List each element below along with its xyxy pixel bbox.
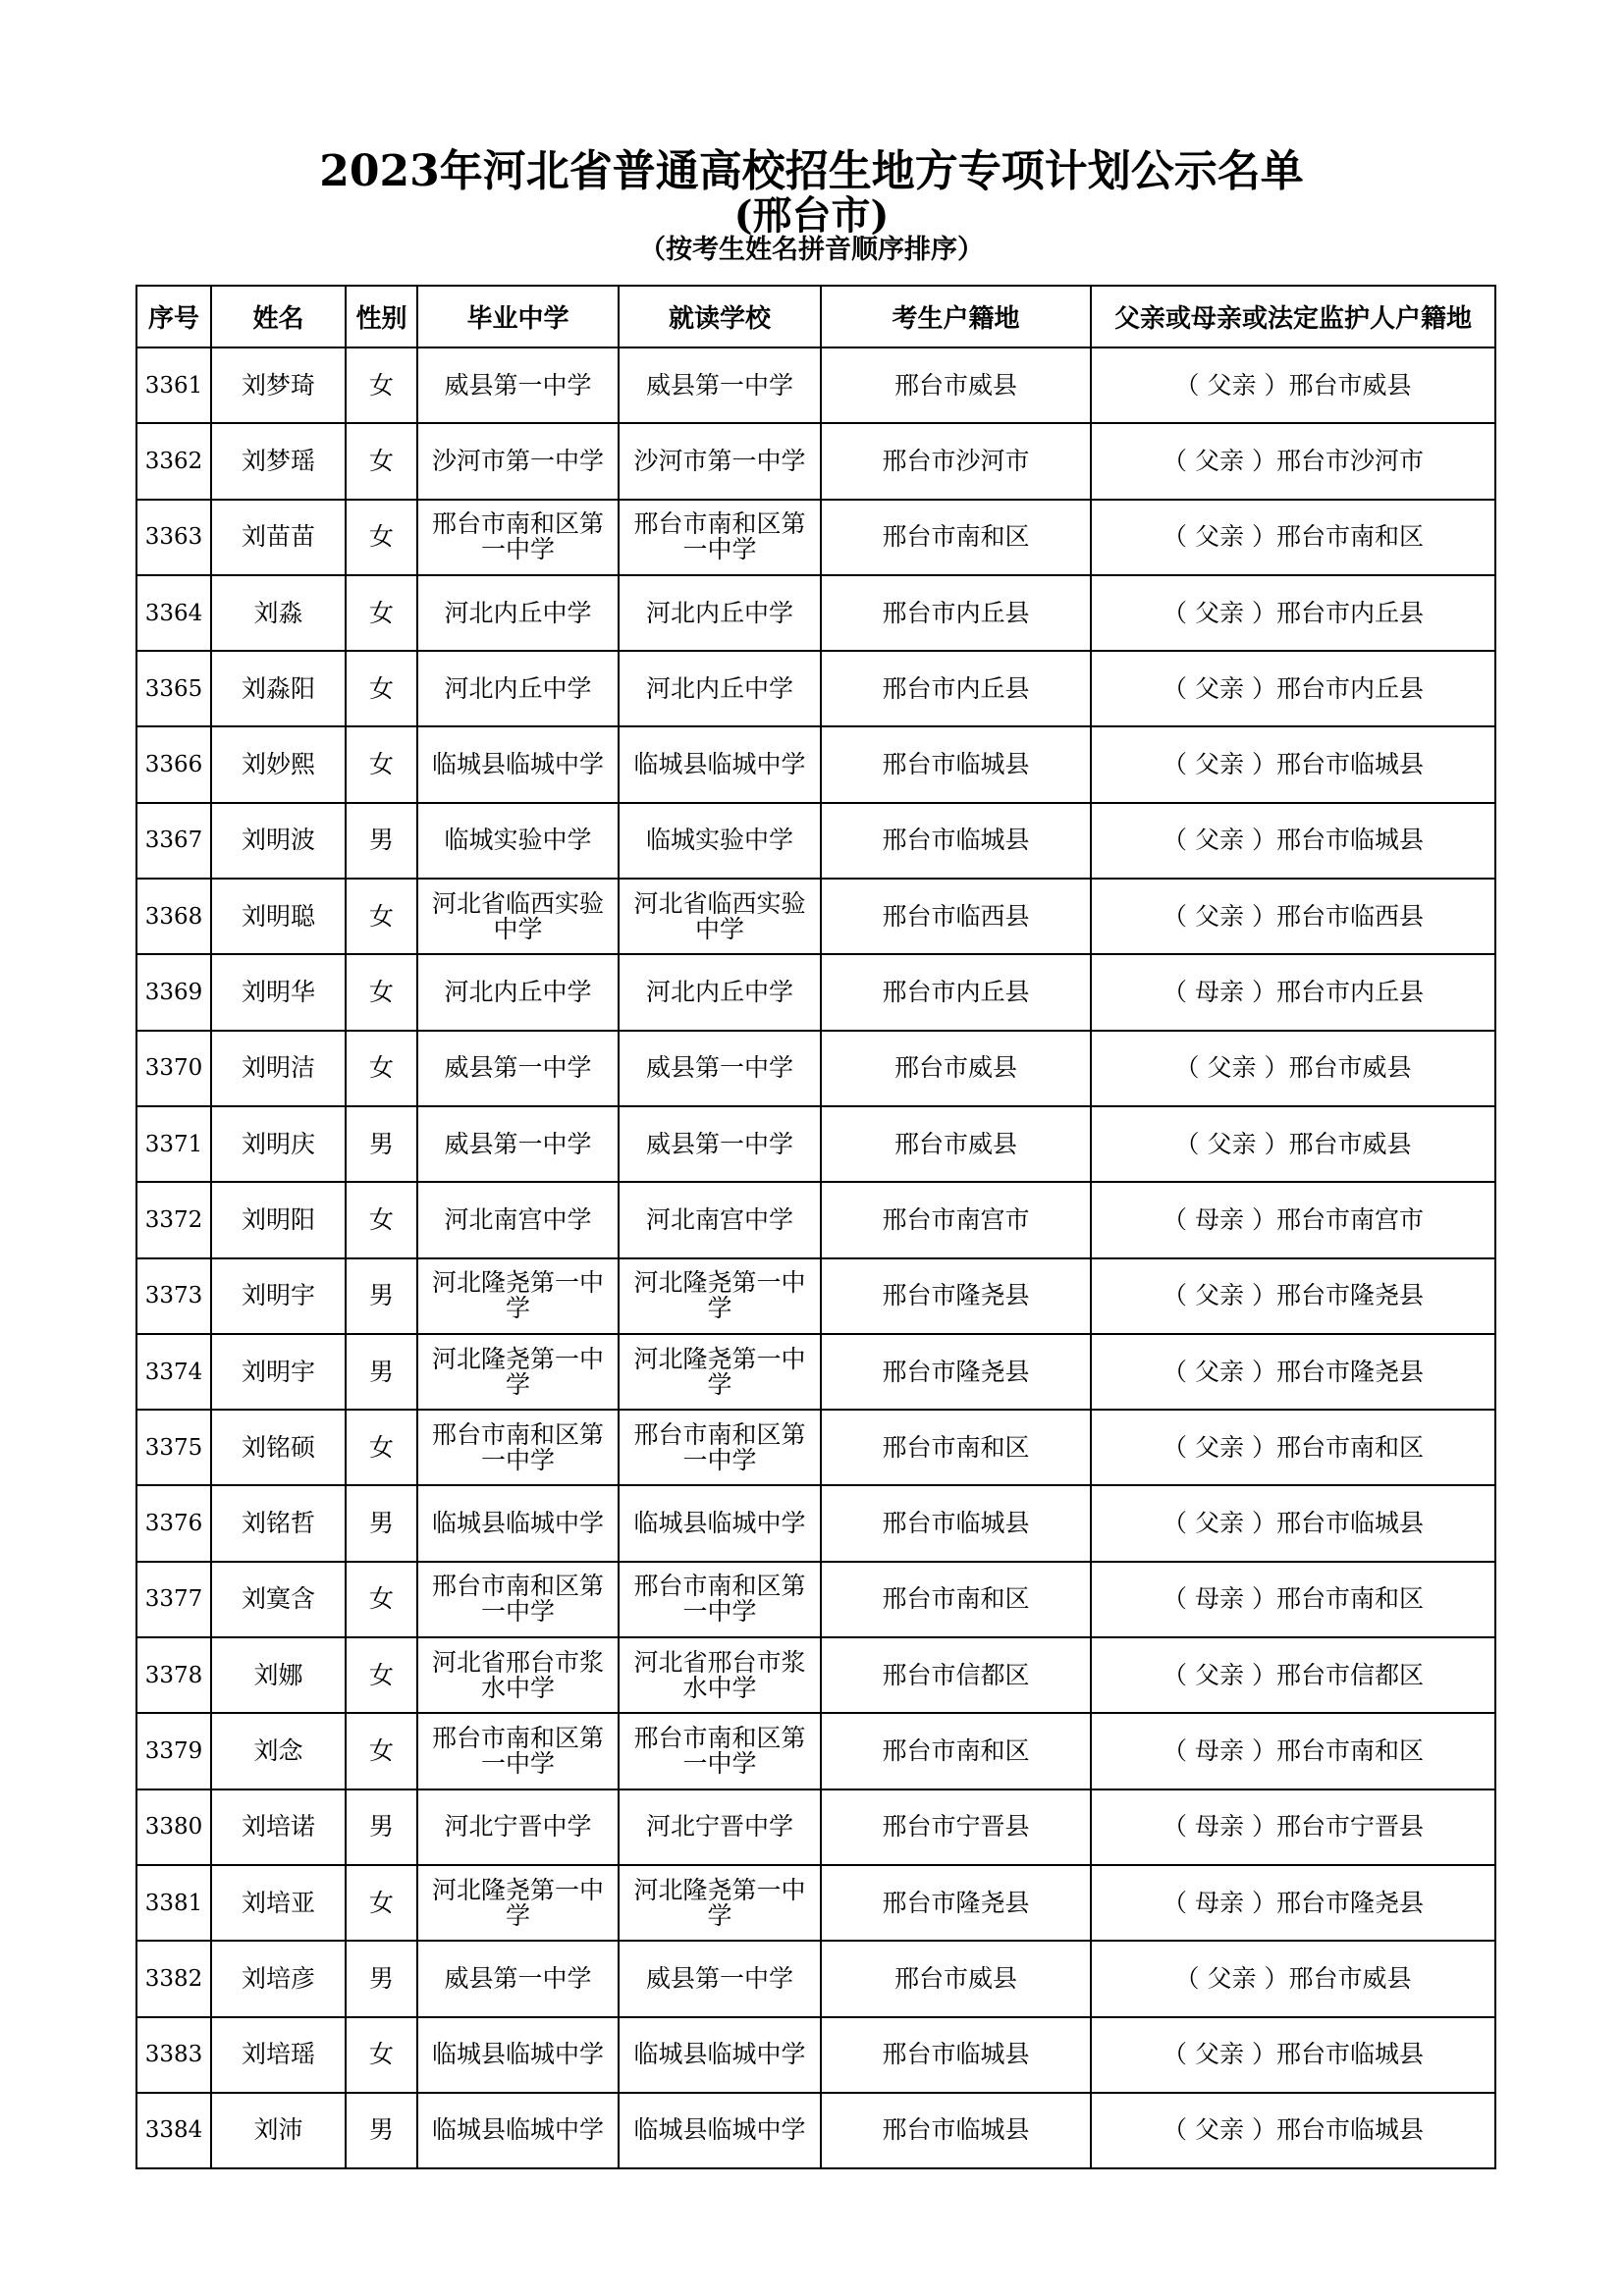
table-row xyxy=(136,803,1495,879)
guardian-household-cell: （ 父亲 ）邢台市临城县 xyxy=(1091,1485,1495,1561)
page-subtitle: (邢台市) xyxy=(733,192,890,239)
household-cell: 邢台市临西县 xyxy=(821,879,1091,954)
table-row xyxy=(136,2093,1495,2168)
household-cell: 邢台市宁晋县 xyxy=(821,1789,1091,1865)
guardian-household-cell: （ 父亲 ）邢台市临西县 xyxy=(1091,879,1495,954)
column-header: 就读学校 xyxy=(619,286,821,347)
guardian-household-cell: （ 父亲 ）邢台市临城县 xyxy=(1091,803,1495,879)
gender-cell: 女 xyxy=(346,879,417,954)
gender-cell: 女 xyxy=(346,423,417,499)
household-cell: 邢台市威县 xyxy=(821,1106,1091,1182)
guardian-household-cell: （ 母亲 ）邢台市内丘县 xyxy=(1091,954,1495,1030)
current-school-cell: 河北省临西实验中学 xyxy=(619,879,821,954)
gender-cell: 女 xyxy=(346,575,417,651)
name-cell: 刘梦琦 xyxy=(211,347,346,423)
guardian-household-cell: （ 父亲 ）邢台市沙河市 xyxy=(1091,423,1495,499)
gender-cell: 男 xyxy=(346,1258,417,1334)
graduated-school-cell: 河北南宫中学 xyxy=(417,1182,619,1257)
serial-cell: 3384 xyxy=(136,2093,211,2168)
current-school-cell: 邢台市南和区第一中学 xyxy=(619,1410,821,1485)
household-cell: 邢台市内丘县 xyxy=(821,575,1091,651)
name-cell: 刘铭硕 xyxy=(211,1410,346,1485)
guardian-household-cell: （ 母亲 ）邢台市隆尧县 xyxy=(1091,1865,1495,1941)
serial-cell: 3368 xyxy=(136,879,211,954)
household-cell: 邢台市内丘县 xyxy=(821,651,1091,726)
table-row xyxy=(136,423,1495,499)
graduated-school-cell: 河北隆尧第一中学 xyxy=(417,1334,619,1410)
guardian-household-cell: （ 父亲 ）邢台市南和区 xyxy=(1091,500,1495,575)
graduated-school-cell: 河北隆尧第一中学 xyxy=(417,1258,619,1334)
serial-cell: 3362 xyxy=(136,423,211,499)
household-cell: 邢台市南宫市 xyxy=(821,1182,1091,1257)
current-school-cell: 威县第一中学 xyxy=(619,347,821,423)
name-cell: 刘培诺 xyxy=(211,1789,346,1865)
current-school-cell: 威县第一中学 xyxy=(619,1031,821,1106)
household-cell: 邢台市威县 xyxy=(821,1031,1091,1106)
name-cell: 刘明阳 xyxy=(211,1182,346,1257)
gender-cell: 女 xyxy=(346,1713,417,1789)
serial-cell: 3379 xyxy=(136,1713,211,1789)
serial-cell: 3371 xyxy=(136,1106,211,1182)
household-cell: 邢台市隆尧县 xyxy=(821,1334,1091,1410)
current-school-cell: 河北省邢台市浆水中学 xyxy=(619,1637,821,1713)
table-row xyxy=(136,1789,1495,1865)
serial-cell: 3375 xyxy=(136,1410,211,1485)
household-cell: 邢台市南和区 xyxy=(821,1410,1091,1485)
household-cell: 邢台市临城县 xyxy=(821,1485,1091,1561)
serial-cell: 3373 xyxy=(136,1258,211,1334)
serial-cell: 3376 xyxy=(136,1485,211,1561)
current-school-cell: 邢台市南和区第一中学 xyxy=(619,1562,821,1637)
name-cell: 刘苗苗 xyxy=(211,500,346,575)
current-school-cell: 临城实验中学 xyxy=(619,803,821,879)
name-cell: 刘明聪 xyxy=(211,879,346,954)
serial-cell: 3381 xyxy=(136,1865,211,1941)
current-school-cell: 河北内丘中学 xyxy=(619,954,821,1030)
graduated-school-cell: 邢台市南和区第一中学 xyxy=(417,500,619,575)
serial-cell: 3369 xyxy=(136,954,211,1030)
serial-cell: 3382 xyxy=(136,1941,211,2016)
graduated-school-cell: 河北省临西实验中学 xyxy=(417,879,619,954)
current-school-cell: 邢台市南和区第一中学 xyxy=(619,1713,821,1789)
table-row xyxy=(136,651,1495,726)
serial-cell: 3380 xyxy=(136,1789,211,1865)
name-cell: 刘淼 xyxy=(211,575,346,651)
serial-cell: 3372 xyxy=(136,1182,211,1257)
graduated-school-cell: 临城实验中学 xyxy=(417,803,619,879)
serial-cell: 3378 xyxy=(136,1637,211,1713)
serial-cell: 3370 xyxy=(136,1031,211,1106)
serial-cell: 3361 xyxy=(136,347,211,423)
guardian-household-cell: （ 母亲 ）邢台市南宫市 xyxy=(1091,1182,1495,1257)
table-row xyxy=(136,1865,1495,1941)
current-school-cell: 河北内丘中学 xyxy=(619,651,821,726)
gender-cell: 女 xyxy=(346,651,417,726)
graduated-school-cell: 邢台市南和区第一中学 xyxy=(417,1713,619,1789)
gender-cell: 女 xyxy=(346,1182,417,1257)
serial-cell: 3367 xyxy=(136,803,211,879)
guardian-household-cell: （ 父亲 ）邢台市威县 xyxy=(1091,1106,1495,1182)
table-row xyxy=(136,1334,1495,1410)
current-school-cell: 河北内丘中学 xyxy=(619,575,821,651)
serial-cell: 3383 xyxy=(136,2017,211,2093)
table-row xyxy=(136,879,1495,954)
serial-cell: 3364 xyxy=(136,575,211,651)
household-cell: 邢台市信都区 xyxy=(821,1637,1091,1713)
graduated-school-cell: 河北内丘中学 xyxy=(417,575,619,651)
graduated-school-cell: 河北省邢台市浆水中学 xyxy=(417,1637,619,1713)
sort-note: （按考生姓名拼音顺序排序） xyxy=(639,235,984,265)
name-cell: 刘妙熙 xyxy=(211,726,346,802)
graduated-school-cell: 邢台市南和区第一中学 xyxy=(417,1410,619,1485)
gender-cell: 女 xyxy=(346,347,417,423)
name-cell: 刘铭哲 xyxy=(211,1485,346,1561)
current-school-cell: 河北隆尧第一中学 xyxy=(619,1334,821,1410)
name-cell: 刘明宇 xyxy=(211,1334,346,1410)
current-school-cell: 河北宁晋中学 xyxy=(619,1789,821,1865)
guardian-household-cell: （ 父亲 ）邢台市威县 xyxy=(1091,1941,1495,2016)
guardian-household-cell: （ 父亲 ）邢台市内丘县 xyxy=(1091,651,1495,726)
column-header: 毕业中学 xyxy=(417,286,619,347)
name-cell: 刘明洁 xyxy=(211,1031,346,1106)
column-header: 性别 xyxy=(346,286,417,347)
guardian-household-cell: （ 父亲 ）邢台市南和区 xyxy=(1091,1410,1495,1485)
current-school-cell: 威县第一中学 xyxy=(619,1106,821,1182)
name-cell: 刘明波 xyxy=(211,803,346,879)
serial-cell: 3365 xyxy=(136,651,211,726)
table-row xyxy=(136,1258,1495,1334)
gender-cell: 女 xyxy=(346,954,417,1030)
table-row xyxy=(136,2017,1495,2093)
graduated-school-cell: 河北宁晋中学 xyxy=(417,1789,619,1865)
household-cell: 邢台市临城县 xyxy=(821,2017,1091,2093)
household-cell: 邢台市沙河市 xyxy=(821,423,1091,499)
current-school-cell: 河北南宫中学 xyxy=(619,1182,821,1257)
gender-cell: 女 xyxy=(346,2017,417,2093)
gender-cell: 男 xyxy=(346,1106,417,1182)
gender-cell: 男 xyxy=(346,803,417,879)
graduated-school-cell: 威县第一中学 xyxy=(417,1106,619,1182)
name-cell: 刘娜 xyxy=(211,1637,346,1713)
table-row xyxy=(136,1485,1495,1561)
current-school-cell: 河北隆尧第一中学 xyxy=(619,1865,821,1941)
name-cell: 刘明华 xyxy=(211,954,346,1030)
name-cell: 刘培瑶 xyxy=(211,2017,346,2093)
household-cell: 邢台市南和区 xyxy=(821,1713,1091,1789)
name-cell: 刘培亚 xyxy=(211,1865,346,1941)
graduated-school-cell: 邢台市南和区第一中学 xyxy=(417,1562,619,1637)
household-cell: 邢台市威县 xyxy=(821,347,1091,423)
table-row xyxy=(136,1562,1495,1637)
graduated-school-cell: 威县第一中学 xyxy=(417,347,619,423)
name-cell: 刘梦瑶 xyxy=(211,423,346,499)
gender-cell: 女 xyxy=(346,1031,417,1106)
page-title: 2023年河北省普通高校招生地方专项计划公示名单 xyxy=(319,146,1304,196)
current-school-cell: 邢台市南和区第一中学 xyxy=(619,500,821,575)
household-cell: 邢台市隆尧县 xyxy=(821,1865,1091,1941)
name-cell: 刘沛 xyxy=(211,2093,346,2168)
current-school-cell: 临城县临城中学 xyxy=(619,726,821,802)
column-header: 考生户籍地 xyxy=(821,286,1091,347)
household-cell: 邢台市威县 xyxy=(821,1941,1091,2016)
gender-cell: 男 xyxy=(346,1334,417,1410)
household-cell: 邢台市临城县 xyxy=(821,803,1091,879)
name-cell: 刘培彦 xyxy=(211,1941,346,2016)
serial-cell: 3377 xyxy=(136,1562,211,1637)
current-school-cell: 临城县临城中学 xyxy=(619,2017,821,2093)
table-row xyxy=(136,726,1495,802)
graduated-school-cell: 临城县临城中学 xyxy=(417,2017,619,2093)
household-cell: 邢台市内丘县 xyxy=(821,954,1091,1030)
guardian-household-cell: （ 父亲 ）邢台市临城县 xyxy=(1091,726,1495,802)
gender-cell: 男 xyxy=(346,2093,417,2168)
gender-cell: 女 xyxy=(346,726,417,802)
gender-cell: 女 xyxy=(346,1637,417,1713)
gender-cell: 女 xyxy=(346,1865,417,1941)
graduated-school-cell: 威县第一中学 xyxy=(417,1941,619,2016)
column-header: 姓名 xyxy=(211,286,346,347)
graduated-school-cell: 临城县临城中学 xyxy=(417,2093,619,2168)
gender-cell: 女 xyxy=(346,500,417,575)
column-header: 父亲或母亲或法定监护人户籍地 xyxy=(1091,286,1495,347)
table-row xyxy=(136,1941,1495,2016)
guardian-household-cell: （ 父亲 ）邢台市临城县 xyxy=(1091,2017,1495,2093)
name-cell: 刘寞含 xyxy=(211,1562,346,1637)
gender-cell: 男 xyxy=(346,1789,417,1865)
guardian-household-cell: （ 父亲 ）邢台市隆尧县 xyxy=(1091,1258,1495,1334)
table-body xyxy=(136,347,1495,2168)
graduated-school-cell: 河北隆尧第一中学 xyxy=(417,1865,619,1941)
guardian-household-cell: （ 母亲 ）邢台市南和区 xyxy=(1091,1562,1495,1637)
guardian-household-cell: （ 父亲 ）邢台市信都区 xyxy=(1091,1637,1495,1713)
graduated-school-cell: 沙河市第一中学 xyxy=(417,423,619,499)
gender-cell: 男 xyxy=(346,1941,417,2016)
guardian-household-cell: （ 父亲 ）邢台市威县 xyxy=(1091,1031,1495,1106)
table-row xyxy=(136,1713,1495,1789)
table-row xyxy=(136,1637,1495,1713)
guardian-household-cell: （ 父亲 ）邢台市内丘县 xyxy=(1091,575,1495,651)
name-cell: 刘明宇 xyxy=(211,1258,346,1334)
household-cell: 邢台市临城县 xyxy=(821,726,1091,802)
graduated-school-cell: 临城县临城中学 xyxy=(417,1485,619,1561)
guardian-household-cell: （ 父亲 ）邢台市隆尧县 xyxy=(1091,1334,1495,1410)
table-row xyxy=(136,954,1495,1030)
household-cell: 邢台市隆尧县 xyxy=(821,1258,1091,1334)
graduated-school-cell: 临城县临城中学 xyxy=(417,726,619,802)
name-cell: 刘明庆 xyxy=(211,1106,346,1182)
graduated-school-cell: 河北内丘中学 xyxy=(417,954,619,1030)
serial-cell: 3366 xyxy=(136,726,211,802)
guardian-household-cell: （ 父亲 ）邢台市威县 xyxy=(1091,347,1495,423)
gender-cell: 女 xyxy=(346,1410,417,1485)
current-school-cell: 沙河市第一中学 xyxy=(619,423,821,499)
graduated-school-cell: 河北内丘中学 xyxy=(417,651,619,726)
table-row xyxy=(136,1410,1495,1485)
column-header: 序号 xyxy=(136,286,211,347)
table-row xyxy=(136,1031,1495,1106)
guardian-household-cell: （ 母亲 ）邢台市宁晋县 xyxy=(1091,1789,1495,1865)
graduated-school-cell: 威县第一中学 xyxy=(417,1031,619,1106)
household-cell: 邢台市南和区 xyxy=(821,1562,1091,1637)
table-row xyxy=(136,575,1495,651)
table-header-row xyxy=(136,286,1495,347)
roster-table xyxy=(135,285,1496,2169)
serial-cell: 3374 xyxy=(136,1334,211,1410)
current-school-cell: 威县第一中学 xyxy=(619,1941,821,2016)
name-cell: 刘淼阳 xyxy=(211,651,346,726)
gender-cell: 男 xyxy=(346,1485,417,1561)
current-school-cell: 临城县临城中学 xyxy=(619,2093,821,2168)
current-school-cell: 河北隆尧第一中学 xyxy=(619,1258,821,1334)
gender-cell: 女 xyxy=(346,1562,417,1637)
name-cell: 刘念 xyxy=(211,1713,346,1789)
household-cell: 邢台市南和区 xyxy=(821,500,1091,575)
guardian-household-cell: （ 母亲 ）邢台市南和区 xyxy=(1091,1713,1495,1789)
guardian-household-cell: （ 父亲 ）邢台市临城县 xyxy=(1091,2093,1495,2168)
table-row xyxy=(136,1106,1495,1182)
table-row xyxy=(136,1182,1495,1257)
serial-cell: 3363 xyxy=(136,500,211,575)
household-cell: 邢台市临城县 xyxy=(821,2093,1091,2168)
current-school-cell: 临城县临城中学 xyxy=(619,1485,821,1561)
table-row xyxy=(136,500,1495,575)
table-row xyxy=(136,347,1495,423)
